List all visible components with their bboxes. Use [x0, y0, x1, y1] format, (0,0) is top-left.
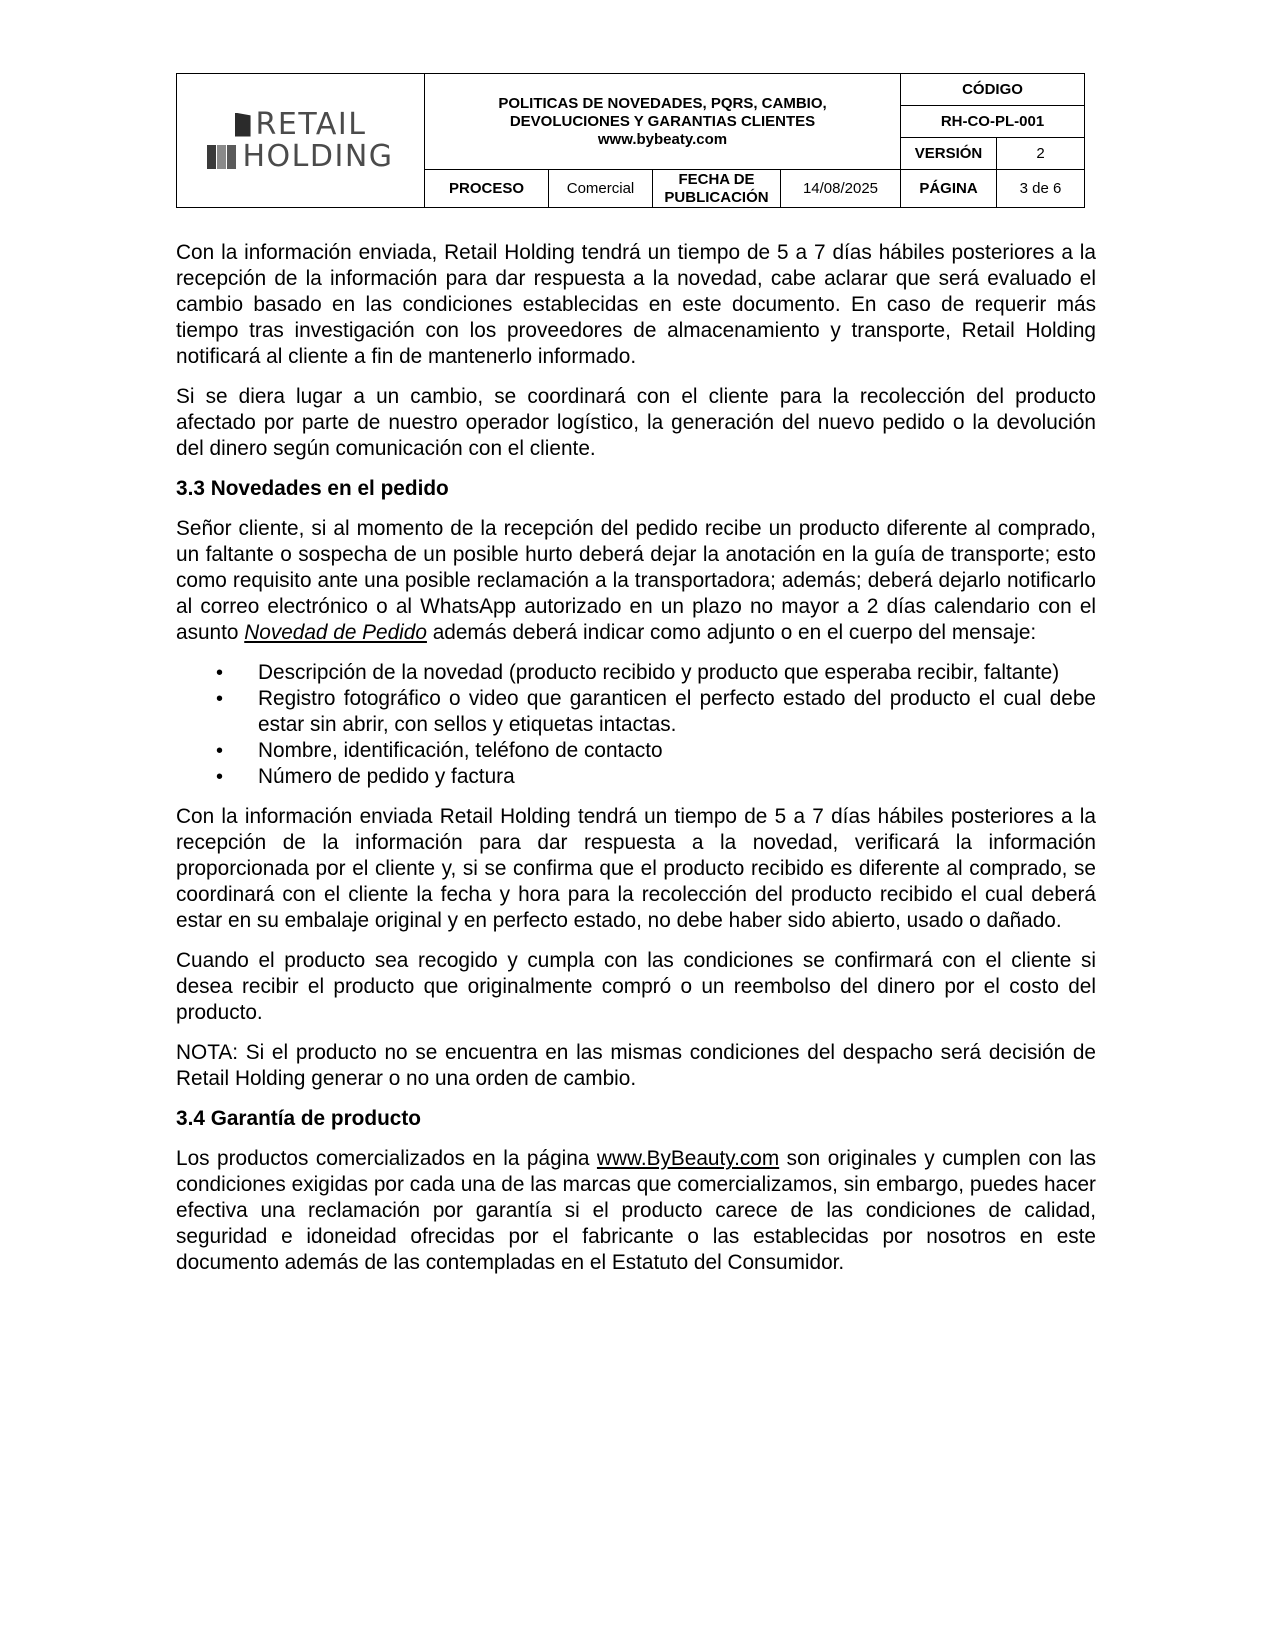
version-label: VERSIÓN: [901, 138, 997, 170]
paragraph-verificacion: Con la información enviada Retail Holding tendrá un tiempo de 5 a 7 días hábiles posteriores a la recepción de la información para dar respuesta a la novedad, verificará la información proporcionada por el cliente y, si se confirma que el producto recibido es diferente al comprado, se coordinará con el cliente la fecha y hora para la recolección del producto recibido el cual deberá estar en su embalaje original y en perfecto estado, no debe haber sido abierto, usado o dañado.: [176, 805, 1096, 932]
paragraph-novedades: [176, 516, 1096, 646]
fecha-value: 14/08/2025: [781, 170, 901, 208]
list-item: • Número de pedido y factura: [258, 764, 1096, 790]
pagina-label: PÁGINA: [901, 170, 997, 208]
title-line-3: www.bybeaty.com: [597, 130, 728, 148]
fecha-label-line-2: PUBLICACIÓN: [664, 188, 769, 206]
novedades-text-end: además deberá indicar como adjunto o en el cuerpo del mensaje:: [426, 621, 1037, 644]
codigo-value: RH-CO-PL-001: [901, 106, 1085, 138]
garantia-text-start: Los productos comercializados en la página: [176, 1147, 597, 1170]
company-logo: [177, 106, 424, 174]
pagina-value: 3 de 6: [997, 170, 1085, 208]
fecha-label-line-1: FECHA DE: [678, 170, 755, 188]
title-line-1: POLITICAS DE NOVEDADES, PQRS, CAMBIO,: [498, 94, 827, 112]
document-header-table: [176, 73, 1085, 208]
logo-cell: [177, 74, 425, 208]
codigo-label: CÓDIGO: [901, 74, 1085, 106]
section-heading-3-4: 3.4 Garantía de producto: [176, 1107, 421, 1130]
logo-word-retail: RETAIL: [255, 106, 367, 142]
proceso-value: Comercial: [549, 170, 653, 208]
logo-bars-icon: [207, 145, 237, 169]
list-item: • Descripción de la novedad (producto recibido y producto que esperaba recibir, faltante): [258, 660, 1096, 686]
title-line-2: DEVOLUCIONES Y GARANTIAS CLIENTES: [509, 112, 816, 130]
paragraph-garantia: [176, 1146, 1096, 1276]
document-title: [425, 74, 901, 170]
paragraph-nota: NOTA: Si el producto no se encuentra en las mismas condiciones del despacho será decisión de Retail Holding generar o no una orden de cambio.: [176, 1041, 1096, 1090]
logo-mark-icon: [235, 113, 251, 137]
paragraph-recogido: Cuando el producto sea recogido y cumpla con las condiciones se confirmará con el cliente si desea recibir el producto que originalmente compró o un reembolso del dinero por el costo del producto.: [176, 949, 1096, 1024]
paragraph-cambio: Si se diera lugar a un cambio, se coordinará con el cliente para la recolección del producto afectado por parte de nuestro operador logístico, la generación del nuevo pedido o la devolución del dinero según comunicación con el cliente.: [176, 385, 1096, 460]
list-item: • Registro fotográfico o video que garanticen el perfecto estado del producto el cual debe estar sin abrir, con sellos y etiquetas intactas.: [258, 686, 1096, 738]
section-heading-3-3: 3.3 Novedades en el pedido: [176, 477, 449, 500]
requirements-list: [176, 660, 1096, 790]
fecha-publicacion-label: [653, 170, 781, 208]
garantia-text-end: son originales y cumplen con las condiciones exigidas por cada una de las marcas que comercializamos, sin embargo, puedes hacer efectiva una reclamación por garantía si el producto carece de las condiciones de calidad, seguridad e idoneidad ofrecidas por el fabricante o las establecidas por nosotros en este documento además de las contempladas en el Estatuto del Consumidor.: [176, 1147, 1097, 1274]
logo-word-holding: HOLDING: [242, 138, 394, 174]
proceso-label: PROCESO: [425, 170, 549, 208]
bybeauty-link[interactable]: www.ByBeauty.com: [596, 1147, 780, 1170]
list-item: • Nombre, identificación, teléfono de contacto: [258, 738, 1096, 764]
document-body: [176, 240, 1096, 1290]
version-value: 2: [997, 138, 1085, 170]
novedad-de-pedido-subject: Novedad de Pedido: [244, 621, 427, 644]
novedades-text-start: Señor cliente, si al momento de la recepción del pedido recibe un producto diferente al comprado, un faltante o sospecha de un posible hurto deberá dejar la anotación en la guía de transporte; esto como requisito ante una posible reclamación a la transportadora; además; deberá dejarlo notificarlo al correo electrónico o al WhatsApp autorizado en un plazo no mayor a 2 días calendario con el asunto: [176, 517, 1096, 644]
paragraph-informacion-enviada: Con la información enviada, Retail Holding tendrá un tiempo de 5 a 7 días hábiles posteriores a la recepción de la información para dar respuesta a la novedad, cabe aclarar que será evaluado el cambio basado en las condiciones establecidas en este documento. En caso de requerir más tiempo tras investigación con los proveedores de almacenamiento y transporte, Retail Holding notificará al cliente a fin de mantenerlo informado.: [176, 241, 1096, 368]
